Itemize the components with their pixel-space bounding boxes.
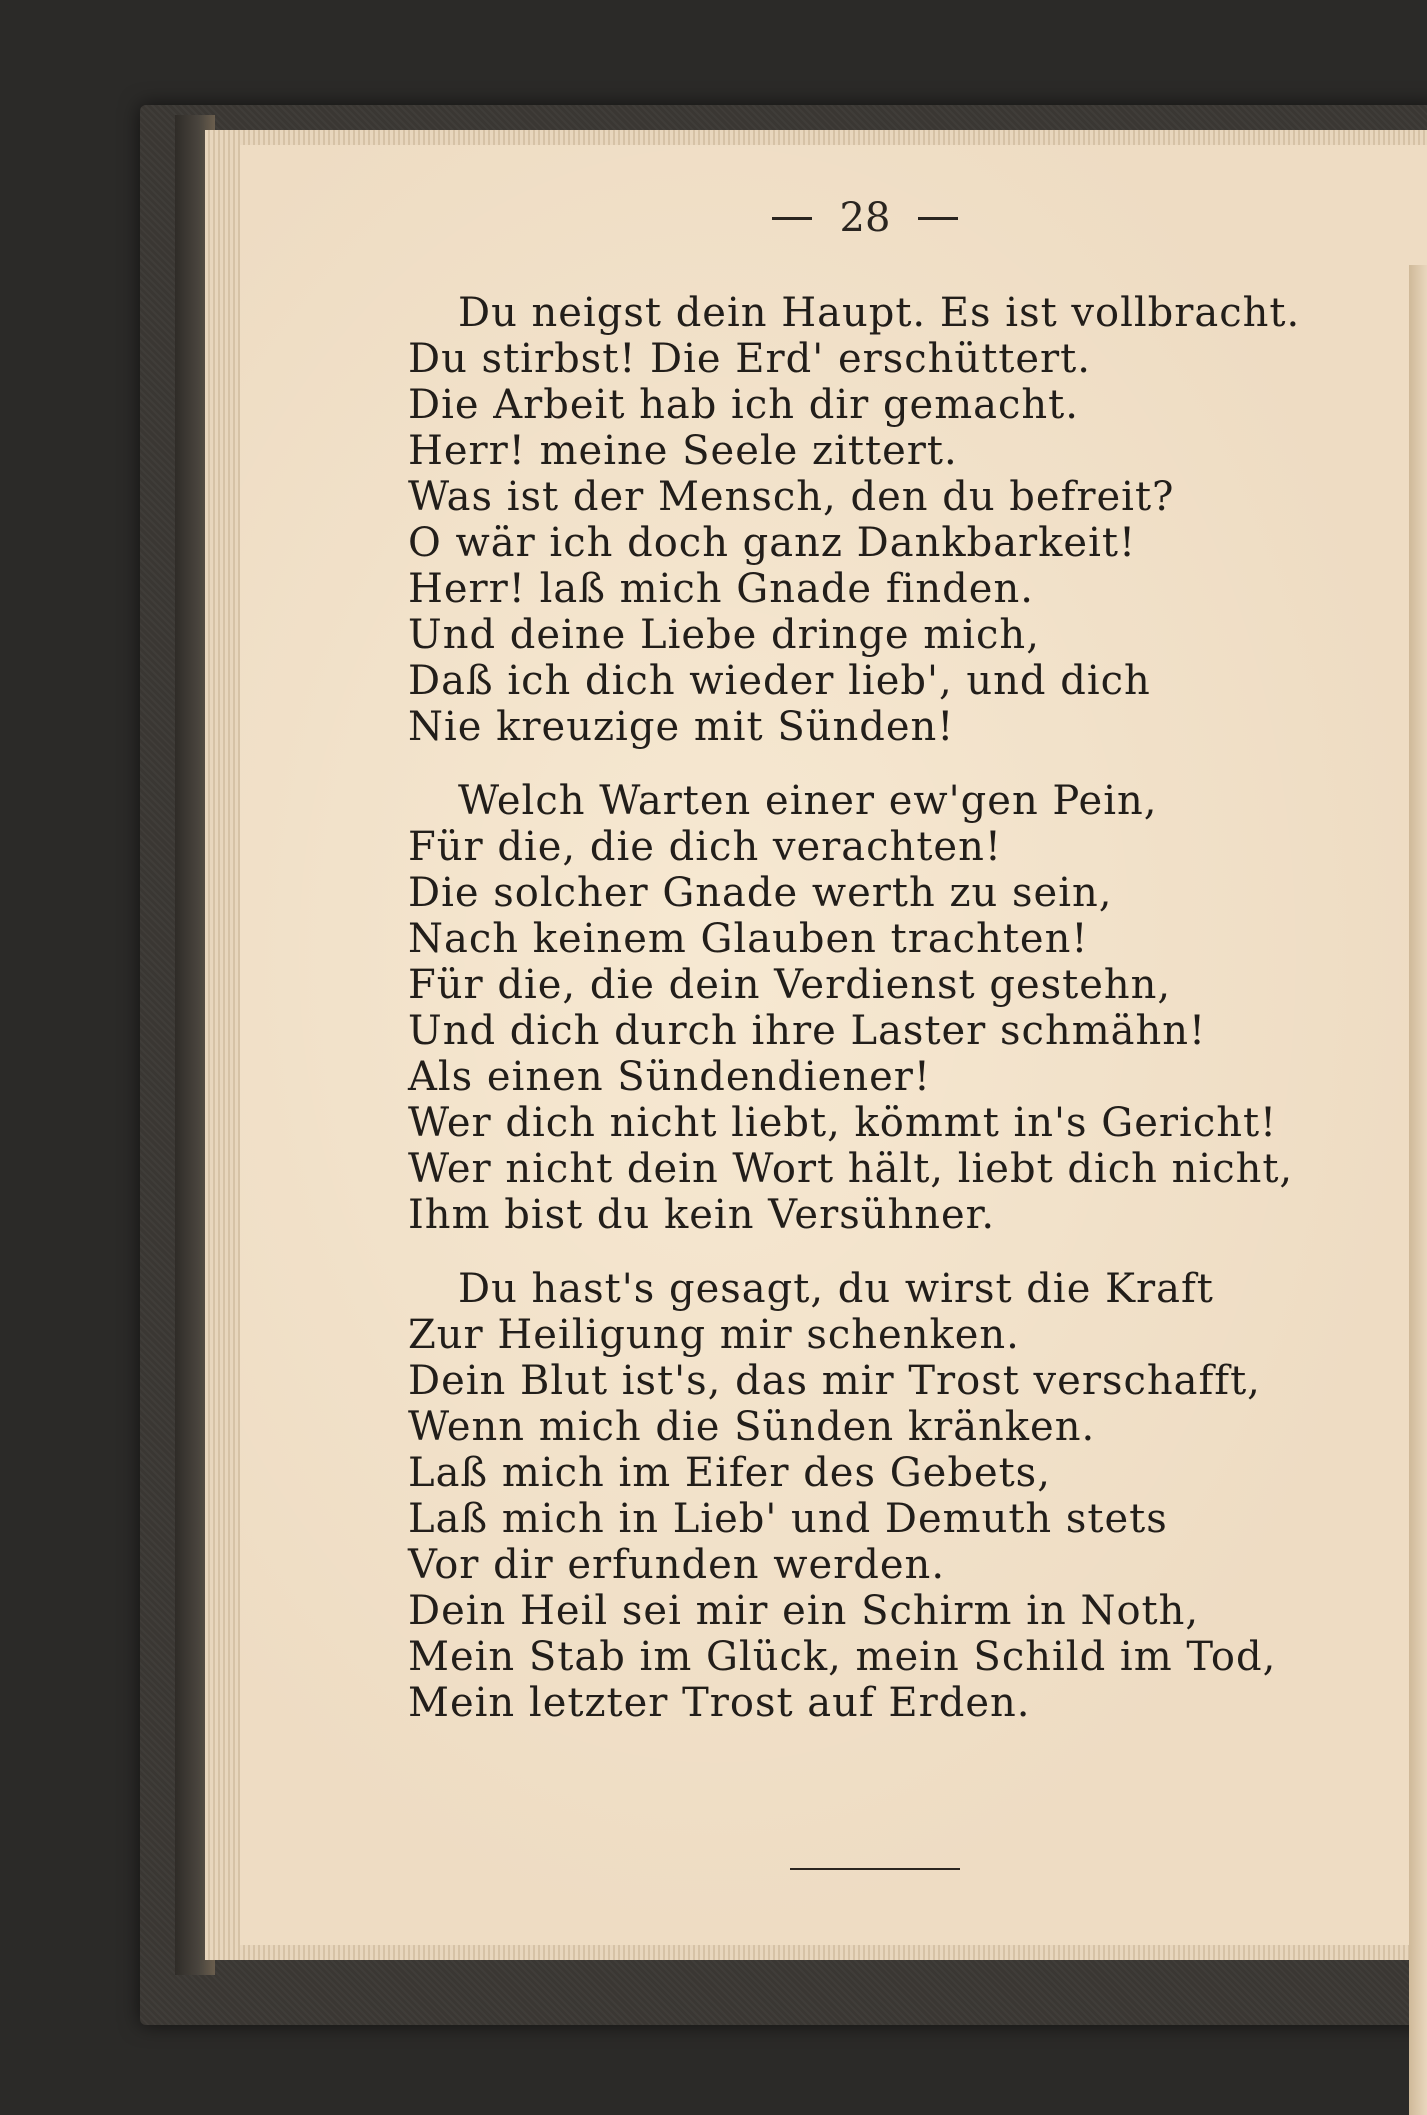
poem-line: Für die, die dein Verdienst gestehn, [408,962,1172,1008]
poem-line: Dein Heil sei mir ein Schirm in Noth, [408,1588,1200,1634]
end-rule [790,1868,960,1870]
poem-line: Zur Heiligung mir schenken. [408,1312,1020,1358]
poem-line: Herr! laß mich Gnade finden. [408,566,1034,612]
stanza-3 [408,1266,1308,1726]
poem-line: Wenn mich die Sünden kränken. [408,1404,1096,1450]
poem-line: Mein letzter Trost auf Erden. [408,1680,1031,1726]
page-header [740,188,990,248]
poem-line: Wer dich nicht liebt, kömmt in's Gericht! [408,1100,1278,1146]
page-fold-edge [1409,265,1427,2115]
header-dash-left [772,217,812,220]
poem-line: Laß mich im Eifer des Gebets, [408,1450,1051,1496]
poem-line: Und dich durch ihre Laster schmähn! [408,1008,1207,1054]
poem-line: Welch Warten einer ew'gen Pein, [458,778,1158,824]
poem-line: Was ist der Mensch, den du befreit? [408,474,1175,520]
header-dash-right [918,217,958,220]
poem-line: Nach keinem Glauben trachten! [408,916,1089,962]
stanza-1 [408,290,1308,750]
poem-line: Dein Blut ist's, das mir Trost verschafft, [408,1358,1261,1404]
poem-line: Für die, die dich verachten! [408,824,1002,870]
poem-line: Laß mich in Lieb' und Demuth stets [408,1496,1168,1542]
poem-line: Ihm bist du kein Versühner. [408,1192,996,1238]
poem-line: Daß ich dich wieder lieb', und dich [408,658,1151,704]
poem-text [408,290,1308,1754]
poem-line: Als einen Sündendiener! [408,1054,931,1100]
poem-line: Herr! meine Seele zittert. [408,428,958,474]
poem-line: Du hast's gesagt, du wirst die Kraft [458,1266,1214,1312]
poem-line: Vor dir erfunden werden. [408,1542,946,1588]
poem-line: Die Arbeit hab ich dir gemacht. [408,382,1079,428]
page-number: 28 [839,195,891,241]
poem-line: O wär ich doch ganz Dankbarkeit! [408,520,1137,566]
poem-line: Du stirbst! Die Erd' erschüttert. [408,336,1091,382]
poem-line: Wer nicht dein Wort hält, liebt dich nicht, [408,1146,1294,1192]
poem-line: Und deine Liebe dringe mich, [408,612,1040,658]
poem-line: Du neigst dein Haupt. Es ist vollbracht. [458,290,1301,336]
poem-line: Die solcher Gnade werth zu sein, [408,870,1113,916]
stanza-2 [408,778,1308,1238]
poem-line: Nie kreuzige mit Sünden! [408,704,955,750]
poem-line: Mein Stab im Glück, mein Schild im Tod, [408,1634,1277,1680]
